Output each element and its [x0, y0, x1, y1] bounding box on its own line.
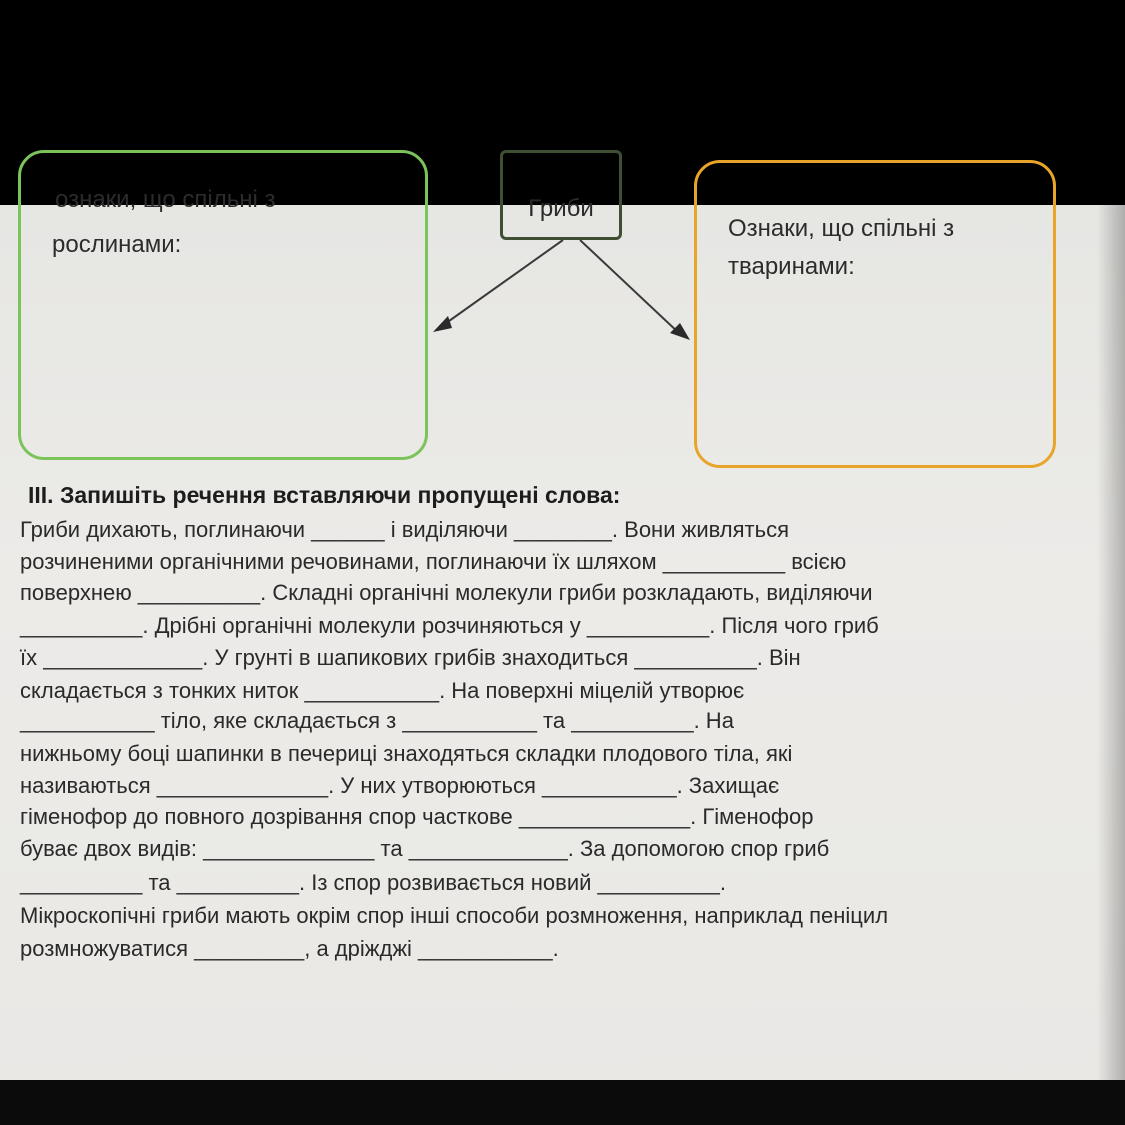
exercise-line-1: Гриби дихають, поглинаючи ______ і виділяючи ________. Вони живляться	[20, 517, 789, 542]
arrow-right-head	[670, 323, 690, 340]
exercise-line-2: розчиненими органічними речовинами, поглинаючи їх шляхом __________ всією	[20, 549, 847, 574]
exercise-line-4: __________. Дрібні органічні молекули розчиняються у __________. Після чого гриб	[20, 613, 879, 638]
exercise-line-7: ___________ тіло, яке складається з ___________ та __________. На	[20, 708, 734, 733]
exercise-line-9: називаються ______________. У них утворюються ___________. Захищає	[20, 773, 780, 798]
exercise-line-12: __________ та __________. Із спор розвивається новий __________.	[20, 870, 727, 895]
exercise-line-8: нижньому боці шапинки в печериці знаходяться складки плодового тіла, які	[20, 741, 793, 766]
animals-box-label-line1: Ознаки, що спільні з	[728, 215, 955, 242]
plants-box-cut-label: ознаки, що спільні з	[55, 186, 276, 213]
exercise-heading: III. Запишіть речення вставляючи пропущені слова:	[28, 482, 621, 508]
animals-box-label-line2: тваринами:	[728, 253, 855, 280]
exercise-line-14: розмножуватися _________, а дріжджі ___________.	[20, 936, 559, 961]
photo-bottom-shadow	[0, 1080, 1125, 1125]
exercise-line-6: складається з тонких ниток ___________. На поверхні міцелій утворює	[20, 678, 745, 703]
exercise-line-11: буває двох видів: ______________ та _____________. За допомогою спор гриб	[20, 836, 830, 861]
arrow-left-line	[442, 240, 563, 326]
arrow-left-head	[433, 316, 452, 332]
arrow-right-line	[580, 240, 680, 334]
exercise-line-10: гіменофор до повного дозрівання спор часткове ______________. Гіменофор	[20, 804, 814, 829]
exercise-line-13: Мікроскопічні гриби мають окрім спор інші способи розмноження, наприклад пеніцил	[20, 903, 889, 928]
plants-box-label: рослинами:	[52, 231, 182, 258]
exercise-line-5: їх _____________. У грунті в шапикових грибів знаходиться __________. Він	[20, 645, 801, 670]
exercise-line-3: поверхнею __________. Складні органічні молекули гриби розкладають, виділяючи	[20, 580, 873, 605]
fungi-center-label: Гриби	[528, 195, 594, 222]
